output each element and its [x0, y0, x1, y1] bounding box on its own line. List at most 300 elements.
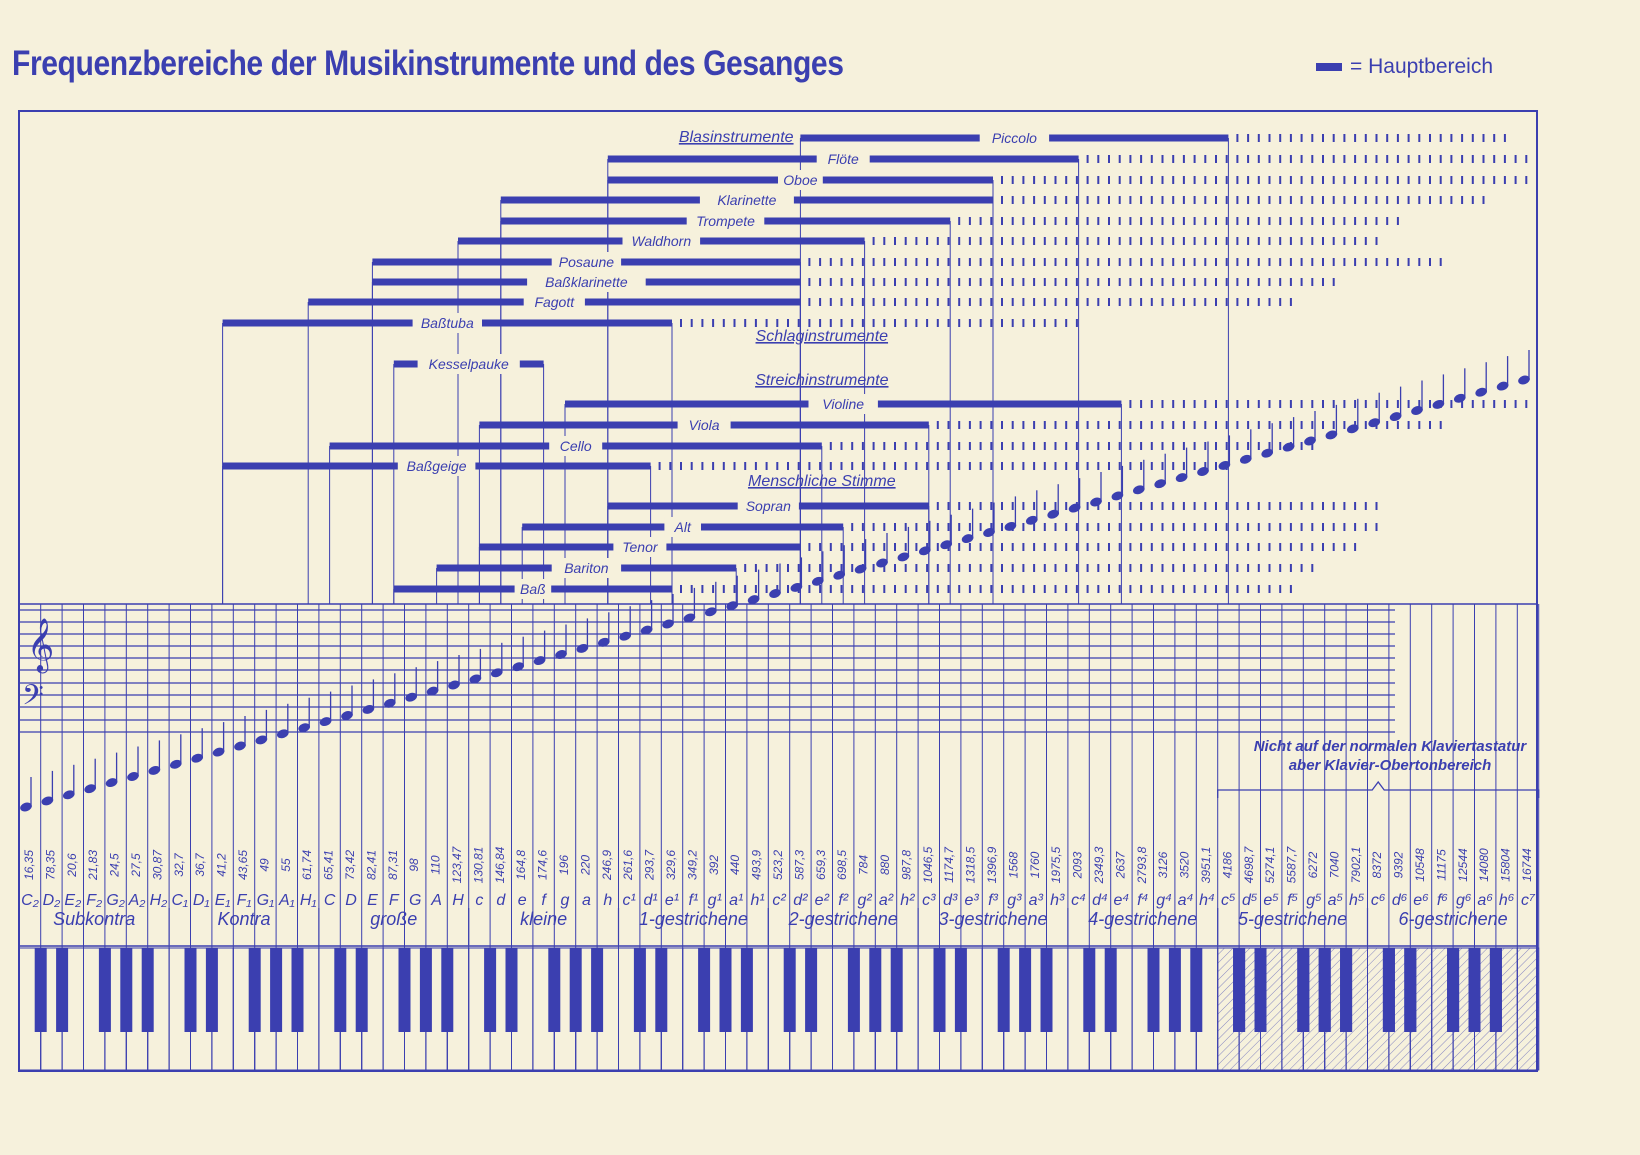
overtone-dash — [915, 523, 917, 531]
overtone-dash — [883, 564, 885, 572]
overtone-dash — [1001, 298, 1003, 306]
overtone-dash — [734, 585, 736, 593]
overtone-dash — [1461, 176, 1463, 184]
overtone-dash — [1012, 523, 1014, 531]
overtone-dash — [1365, 134, 1367, 142]
instrument-label: Alt — [674, 519, 691, 535]
overtone-dash — [1012, 217, 1014, 225]
overtone-dash — [980, 319, 982, 327]
overtone-dash — [1269, 298, 1271, 306]
overtone-dash — [948, 319, 950, 327]
overtone-dash — [1108, 421, 1110, 429]
overtone-dash — [990, 585, 992, 593]
black-key — [955, 948, 967, 1032]
overtone-dash — [691, 319, 693, 327]
overtone-dash — [723, 462, 725, 470]
overtone-dash — [1055, 442, 1057, 450]
frequency-label: 9392 — [1391, 851, 1406, 879]
overtone-dash — [1151, 258, 1153, 266]
overtone-dash — [1162, 155, 1164, 163]
frequency-label: 82,41 — [364, 849, 379, 881]
overtone-dash — [1076, 278, 1078, 286]
note-name: d³ — [943, 892, 958, 909]
overtone-dash — [948, 543, 950, 551]
overtone-dash — [1236, 400, 1238, 408]
overtone-dash — [1472, 196, 1474, 204]
overtone-dash — [862, 258, 864, 266]
overtone-dash — [808, 543, 810, 551]
overtone-dash — [1408, 196, 1410, 204]
overtone-dash — [1108, 462, 1110, 470]
overtone-dash — [1022, 421, 1024, 429]
overtone-dash — [1236, 217, 1238, 225]
overtone-dash — [1204, 462, 1206, 470]
overtone-dash — [862, 319, 864, 327]
overtone-dash — [1108, 442, 1110, 450]
overtone-dash — [1493, 134, 1495, 142]
overtone-dash — [1483, 176, 1485, 184]
instrument-label: Viola — [688, 417, 720, 433]
note-names — [21, 892, 1536, 909]
overtone-dash — [1012, 278, 1014, 286]
overtone-dash — [841, 258, 843, 266]
overtone-dash — [1022, 523, 1024, 531]
overtone-dash — [926, 442, 928, 450]
legend-label: = Hauptbereich — [1350, 55, 1494, 78]
overtone-dash — [787, 564, 789, 572]
overtone-dash — [1311, 258, 1313, 266]
overtone-dash — [1055, 564, 1057, 572]
overtone-dash — [969, 298, 971, 306]
overtone-dash — [1343, 400, 1345, 408]
overtone-dash — [958, 523, 960, 531]
overtone-dash — [1194, 298, 1196, 306]
overtone-dash — [1525, 155, 1527, 163]
overtone-dash — [1183, 543, 1185, 551]
overtone-dash — [1269, 502, 1271, 510]
overtone-dash — [1215, 421, 1217, 429]
overtone-dash — [1215, 217, 1217, 225]
overtone-dash — [1376, 237, 1378, 245]
overtone-dash — [808, 298, 810, 306]
frequency-label: 36,7 — [193, 853, 208, 877]
overtone-dash — [990, 319, 992, 327]
overtone-dash — [1301, 176, 1303, 184]
overtone-dash — [1429, 400, 1431, 408]
overtone-dash — [1119, 196, 1121, 204]
overtone-dash — [937, 278, 939, 286]
overtone-dash — [1440, 176, 1442, 184]
overtone-dash — [1525, 400, 1527, 408]
black-key — [1255, 948, 1267, 1032]
overtone-dash — [1440, 196, 1442, 204]
instrument-label: Baßgeige — [406, 458, 467, 474]
overtone-dash — [990, 462, 992, 470]
note-name: A — [431, 892, 442, 909]
overtone-dash — [1322, 176, 1324, 184]
black-key — [655, 948, 667, 1032]
overtone-dash — [1236, 585, 1238, 593]
overtone-dash — [1515, 176, 1517, 184]
overtone-dash — [1247, 564, 1249, 572]
black-key — [1383, 948, 1395, 1032]
overtone-dash — [1044, 237, 1046, 245]
overtone-dash — [1247, 134, 1249, 142]
overtone-dash — [980, 564, 982, 572]
overtone-dash — [1504, 155, 1506, 163]
group-heading: Streichinstrumente — [755, 372, 889, 389]
overtone-dash — [1044, 278, 1046, 286]
overtone-dash — [1397, 217, 1399, 225]
black-key — [741, 948, 753, 1032]
overtone-dash — [1376, 400, 1378, 408]
overtone-dash — [1194, 585, 1196, 593]
overtone-dash — [1119, 298, 1121, 306]
frequency-label: 392 — [706, 854, 721, 876]
overtone-dash — [1065, 258, 1067, 266]
overtone-dash — [1226, 298, 1228, 306]
overtone-dash — [883, 319, 885, 327]
overtone-dash — [1183, 298, 1185, 306]
note-name: c⁶ — [1370, 892, 1386, 909]
overtone-dash — [1269, 421, 1271, 429]
chart-title: Frequenzbereiche der Musikinstrumente und des Gesanges — [12, 44, 844, 83]
overtone-dash — [990, 217, 992, 225]
overtone-dash — [1151, 502, 1153, 510]
overtone-dash — [1001, 442, 1003, 450]
overtone-dash — [969, 258, 971, 266]
overtone-dash — [1247, 196, 1249, 204]
overtone-dash — [937, 319, 939, 327]
overtone-dash — [1236, 155, 1238, 163]
black-key — [934, 948, 946, 1032]
overtone-dash — [905, 543, 907, 551]
black-key — [548, 948, 560, 1032]
overtone-dash — [1301, 523, 1303, 531]
black-key — [206, 948, 218, 1032]
overtone-dash — [1172, 278, 1174, 286]
overtone-dash — [1365, 258, 1367, 266]
overtone-dash — [1269, 400, 1271, 408]
overtone-dash — [776, 319, 778, 327]
overtone-dash — [1215, 258, 1217, 266]
overtone-dash — [1440, 258, 1442, 266]
overtone-dash — [862, 298, 864, 306]
black-key — [120, 948, 132, 1032]
overtone-dash — [1450, 196, 1452, 204]
overtone-dash — [1055, 298, 1057, 306]
overtone-dash — [1194, 421, 1196, 429]
piano-note-line-1: Nicht auf der normalen Klaviertastatur — [1253, 738, 1527, 755]
note-name: e¹ — [664, 892, 680, 909]
note-name: H₁ — [299, 892, 317, 909]
overtone-dash — [1140, 217, 1142, 225]
overtone-dash — [1247, 258, 1249, 266]
overtone-dash — [830, 298, 832, 306]
overtone-dash — [1129, 523, 1131, 531]
overtone-dash — [1108, 298, 1110, 306]
overtone-dash — [1386, 134, 1388, 142]
overtone-dash — [1119, 217, 1121, 225]
overtone-dash — [1204, 543, 1206, 551]
overtone-dash — [1215, 237, 1217, 245]
overtone-dash — [1408, 176, 1410, 184]
frequency-label: 16744 — [1520, 848, 1534, 882]
overtone-dash — [1354, 155, 1356, 163]
overtone-dash — [776, 564, 778, 572]
octave-label: kleine — [520, 909, 568, 929]
overtone-dash — [1311, 155, 1313, 163]
overtone-dash — [723, 319, 725, 327]
overtone-dash — [1269, 258, 1271, 266]
overtone-dash — [1097, 564, 1099, 572]
overtone-dash — [883, 523, 885, 531]
frequency-label: 1568 — [1006, 851, 1021, 879]
overtone-dash — [873, 523, 875, 531]
overtone-dash — [1183, 400, 1185, 408]
overtone-dash — [1290, 176, 1292, 184]
note-name: E — [367, 892, 378, 909]
overtone-dash — [1483, 400, 1485, 408]
instrument-ranges — [223, 128, 1528, 604]
overtone-dash — [1033, 564, 1035, 572]
overtone-dash — [1408, 421, 1410, 429]
frequency-label: 1318,5 — [963, 846, 978, 884]
overtone-dash — [1215, 523, 1217, 531]
overtone-dash — [1279, 585, 1281, 593]
overtone-dash — [1022, 564, 1024, 572]
overtone-dash — [958, 502, 960, 510]
overtone-dash — [1065, 196, 1067, 204]
overtone-dash — [1215, 400, 1217, 408]
overtone-dash — [1269, 585, 1271, 593]
overtone-dash — [969, 237, 971, 245]
overtone-dash — [1429, 134, 1431, 142]
overtone-dash — [1333, 523, 1335, 531]
overtone-dash — [905, 237, 907, 245]
overtone-dash — [1279, 217, 1281, 225]
overtone-dash — [1408, 400, 1410, 408]
overtone-dash — [969, 564, 971, 572]
overtone-dash — [1183, 217, 1185, 225]
note-name: G₂ — [106, 892, 125, 909]
group-heading: Schlaginstrumente — [755, 328, 889, 345]
overtone-dash — [1333, 543, 1335, 551]
overtone-dash — [691, 585, 693, 593]
overtone-dash — [1065, 319, 1067, 327]
overtone-dash — [1151, 176, 1153, 184]
overtone-dash — [1301, 217, 1303, 225]
overtone-dash — [1397, 134, 1399, 142]
overtone-dash — [1258, 523, 1260, 531]
overtone-dash — [1440, 421, 1442, 429]
note-name: H₂ — [149, 892, 168, 909]
overtone-dash — [1215, 462, 1217, 470]
black-key — [185, 948, 197, 1032]
overtone-dash — [1258, 585, 1260, 593]
note-name: g³ — [1007, 892, 1022, 909]
overtone-dash — [1172, 155, 1174, 163]
overtone-dash — [1055, 502, 1057, 510]
overtone-dash — [915, 298, 917, 306]
overtone-dash — [1311, 400, 1313, 408]
overtone-dash — [1033, 319, 1035, 327]
overtone-dash — [819, 298, 821, 306]
overtone-dash — [1376, 134, 1378, 142]
overtone-dash — [1033, 502, 1035, 510]
black-key — [1469, 948, 1481, 1032]
overtone-dash — [1172, 400, 1174, 408]
overtone-dash — [1258, 543, 1260, 551]
overtone-dash — [969, 462, 971, 470]
overtone-dash — [894, 564, 896, 572]
overtone-dash — [1269, 155, 1271, 163]
black-key — [506, 948, 518, 1032]
overtone-dash — [915, 564, 917, 572]
overtone-dash — [1290, 278, 1292, 286]
overtone-dash — [755, 462, 757, 470]
overtone-dash — [894, 258, 896, 266]
overtone-dash — [958, 462, 960, 470]
overtone-dash — [1429, 258, 1431, 266]
overtone-dash — [1226, 442, 1228, 450]
black-key — [1340, 948, 1352, 1032]
overtone-dash — [1172, 564, 1174, 572]
frequency-label: 1975,5 — [1049, 846, 1064, 884]
overtone-dash — [1483, 155, 1485, 163]
overtone-dash — [808, 585, 810, 593]
overtone-dash — [744, 319, 746, 327]
note-name: f — [541, 892, 546, 909]
overtone-dash — [937, 462, 939, 470]
overtone-dash — [1333, 134, 1335, 142]
overtone-dash — [1140, 237, 1142, 245]
black-key — [1019, 948, 1031, 1032]
overtone-dash — [1236, 523, 1238, 531]
note-name: g¹ — [707, 892, 722, 909]
overtone-dash — [1065, 564, 1067, 572]
overtone-dash — [1119, 462, 1121, 470]
overtone-dash — [1183, 462, 1185, 470]
overtone-dash — [958, 543, 960, 551]
overtone-dash — [1087, 258, 1089, 266]
overtone-dash — [1333, 278, 1335, 286]
overtone-dash — [958, 278, 960, 286]
overtone-dash — [1022, 278, 1024, 286]
black-key — [1233, 948, 1245, 1032]
overtone-dash — [1162, 400, 1164, 408]
overtone-dash — [873, 442, 875, 450]
overtone-dash — [680, 585, 682, 593]
overtone-dash — [1290, 585, 1292, 593]
overtone-dash — [1129, 155, 1131, 163]
overtone-dash — [1194, 278, 1196, 286]
overtone-dash — [1001, 502, 1003, 510]
overtone-dash — [958, 319, 960, 327]
overtone-dash — [1151, 523, 1153, 531]
note-name: A₂ — [128, 892, 146, 909]
overtone-dash — [862, 585, 864, 593]
overtone-dash — [1055, 217, 1057, 225]
overtone-dash — [841, 564, 843, 572]
overtone-dash — [1162, 237, 1164, 245]
overtone-dash — [1354, 400, 1356, 408]
overtone-dash — [1226, 543, 1228, 551]
overtone-dash — [1376, 176, 1378, 184]
frequency-label: 587,3 — [792, 849, 807, 881]
overtone-dash — [1129, 585, 1131, 593]
overtone-dash — [1140, 543, 1142, 551]
overtone-dash — [1162, 543, 1164, 551]
overtone-dash — [1183, 237, 1185, 245]
overtone-dash — [926, 523, 928, 531]
overtone-dash — [1204, 502, 1206, 510]
overtone-dash — [1386, 421, 1388, 429]
overtone-dash — [851, 278, 853, 286]
overtone-dash — [1151, 155, 1153, 163]
overtone-dash — [894, 319, 896, 327]
overtone-dash — [883, 442, 885, 450]
overtone-dash — [787, 319, 789, 327]
overtone-dash — [1172, 237, 1174, 245]
note-name: d⁶ — [1391, 892, 1408, 909]
overtone-dash — [1333, 155, 1335, 163]
overtone-dash — [1418, 196, 1420, 204]
overtone-dash — [990, 543, 992, 551]
overtone-dash — [1162, 421, 1164, 429]
overtone-dash — [1397, 258, 1399, 266]
overtone-dash — [1204, 298, 1206, 306]
overtone-dash — [1226, 400, 1228, 408]
overtone-dash — [1022, 502, 1024, 510]
overtone-dash — [1204, 155, 1206, 163]
overtone-dash — [1301, 278, 1303, 286]
overtone-dash — [1001, 421, 1003, 429]
overtone-dash — [1365, 155, 1367, 163]
overtone-dash — [1311, 543, 1313, 551]
overtone-dash — [1247, 442, 1249, 450]
overtone-dash — [1450, 155, 1452, 163]
overtone-dash — [1097, 258, 1099, 266]
overtone-dash — [841, 543, 843, 551]
overtone-dash — [980, 523, 982, 531]
overtone-dash — [1108, 176, 1110, 184]
overtone-dash — [1183, 564, 1185, 572]
frequency-label: 246,9 — [599, 849, 614, 881]
overtone-dash — [1183, 155, 1185, 163]
overtone-dash — [1226, 523, 1228, 531]
frequency-label: 3520 — [1177, 851, 1192, 879]
frequency-label: 4698,7 — [1241, 846, 1256, 884]
octave-label: 2-gestrichene — [788, 909, 898, 929]
black-key — [1297, 948, 1309, 1032]
overtone-dash — [1226, 278, 1228, 286]
overtone-dash — [1333, 400, 1335, 408]
overtone-dash — [1397, 196, 1399, 204]
overtone-dash — [766, 585, 768, 593]
note-name: C₂ — [21, 892, 39, 909]
overtone-dash — [1226, 502, 1228, 510]
overtone-dash — [1140, 523, 1142, 531]
overtone-dash — [1301, 258, 1303, 266]
black-key — [56, 948, 68, 1032]
note-name: f³ — [988, 892, 998, 909]
overtone-dash — [723, 585, 725, 593]
overtone-dash — [1119, 564, 1121, 572]
overtone-dash — [1290, 400, 1292, 408]
note-name: f⁴ — [1137, 892, 1149, 909]
piano-note-line-2: aber Klavier-Obertonbereich — [1288, 757, 1492, 774]
